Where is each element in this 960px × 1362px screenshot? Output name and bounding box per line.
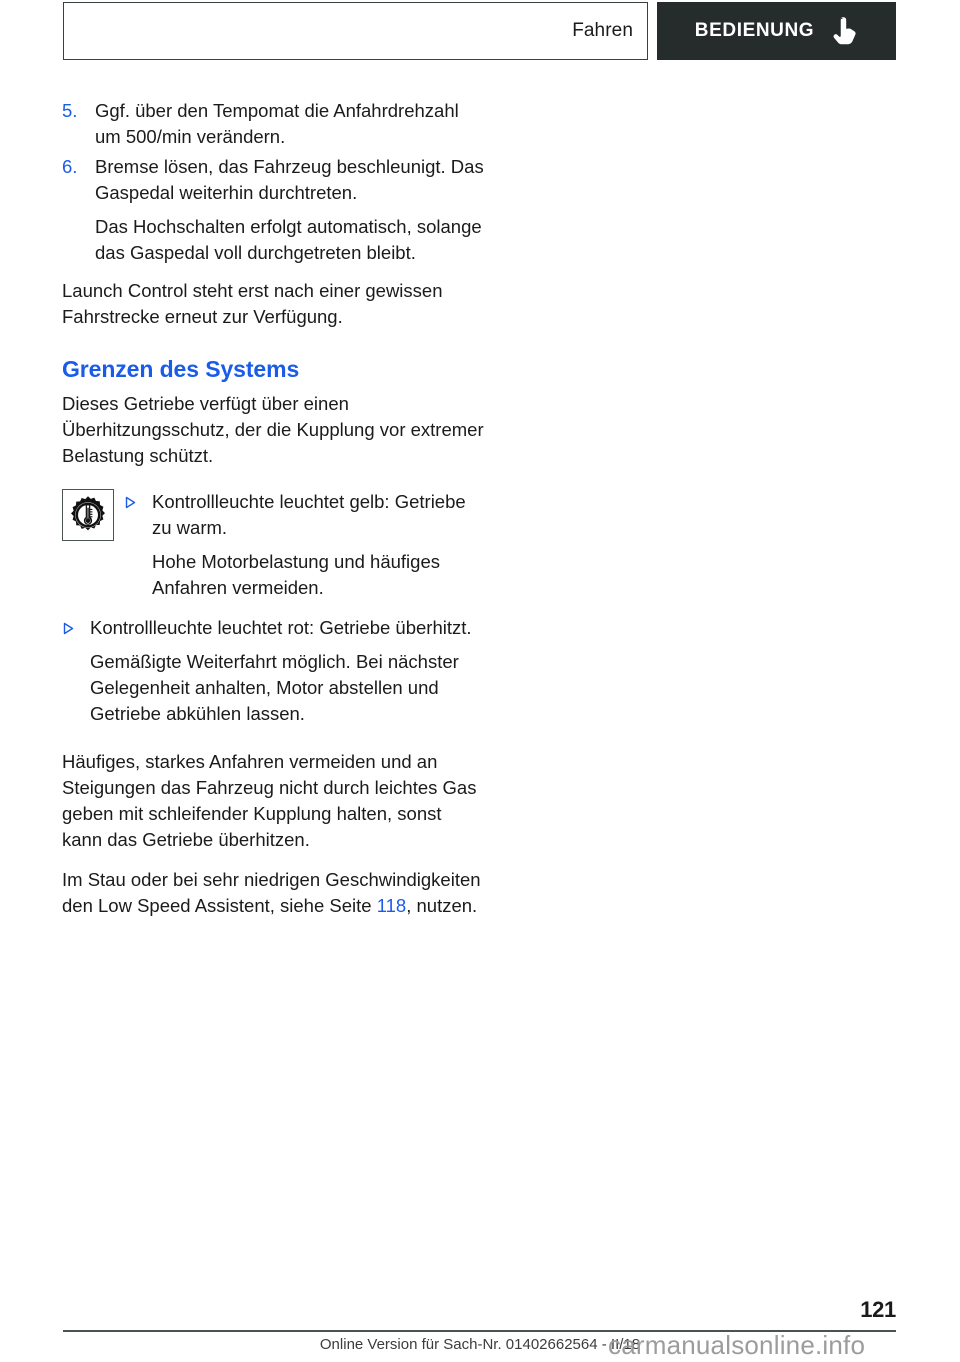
list-item-subtext: Hohe Motorbelastung und häufiges Anfahren vermeiden. (152, 551, 440, 598)
closing-text-block (62, 749, 486, 919)
list-item-subtext: Gemäßigte Weiterfahrt möglich. Bei nächster Gelegenheit anhalten, Motor abstellen und Getriebe abkühlen lassen. (90, 651, 459, 724)
online-version-note: Online Version für Sach-Nr. 01402662564 - II/18 (319, 1336, 641, 1353)
list-item (62, 615, 486, 641)
site-watermark: carmanualsonline.info (608, 1330, 866, 1360)
list-item-body (152, 489, 486, 541)
page-header (63, 2, 896, 60)
closing-paragraph: Häufiges, starkes Anfahren vermeiden und an Steigungen das Fahrzeug nicht durch leichtes Gas geben mit schleifender Kupplung halten, sonst kann das Getriebe überhitzen. (62, 751, 477, 850)
step-text: Bremse lösen, das Fahrzeug beschleunigt. Das Gaspedal weiterhin durchtreten. (95, 156, 484, 203)
page-content (62, 98, 486, 919)
triangle-bullet-icon (124, 489, 152, 509)
header-section-box (657, 2, 896, 60)
header-chapter-box (63, 2, 648, 60)
pointing-hand-icon (832, 16, 858, 46)
page-title: Grenzen des Systems (62, 356, 300, 382)
reference-text-after: , nutzen. (406, 895, 478, 916)
warning-bullet-group (124, 489, 486, 601)
section-intro-paragraph: Dieses Getriebe verfügt über einen Überhitzungsschutz, der die Kupplung vor extremer Belastung schützt. (62, 393, 484, 466)
step-body (95, 154, 486, 266)
numbered-step (62, 154, 486, 266)
numbered-step (62, 98, 486, 150)
header-section-label: BEDIENUNG (694, 20, 815, 41)
page-number: 121 (860, 1297, 896, 1322)
page-reference-link[interactable]: 118 (376, 895, 407, 916)
warning-icon-row (62, 489, 486, 601)
warning-bullet-group (62, 615, 486, 727)
step-number: 5. (62, 100, 78, 121)
list-item (124, 489, 486, 541)
gear-thermometer-warning-icon (62, 489, 114, 541)
step-body (95, 98, 486, 150)
step-text: Ggf. über den Tempomat die Anfahrdrehzahl um 500/min verändern. (95, 100, 459, 147)
header-chapter-label: Fahren (572, 20, 633, 41)
reference-paragraph (62, 867, 486, 919)
list-item-text: Kontrollleuchte leuchtet gelb: Getriebe zu warm. (152, 491, 466, 538)
triangle-bullet-icon (62, 615, 90, 635)
reference-text-before: Im Stau oder bei sehr niedrigen Geschwindigkeiten den Low Speed Assistent, siehe Seite (62, 869, 481, 916)
list-item-text: Kontrollleuchte leuchtet rot: Getriebe überhitzt. (90, 617, 472, 638)
launch-control-paragraph: Launch Control steht erst nach einer gewissen Fahrstrecke erneut zur Verfügung. (62, 280, 443, 327)
list-item-body (90, 615, 486, 641)
step-number: 6. (62, 156, 78, 177)
numbered-step-list (62, 98, 486, 266)
step-continuation-text: Das Hochschalten erfolgt automatisch, solange das Gaspedal voll durchgetreten bleibt. (95, 216, 482, 263)
